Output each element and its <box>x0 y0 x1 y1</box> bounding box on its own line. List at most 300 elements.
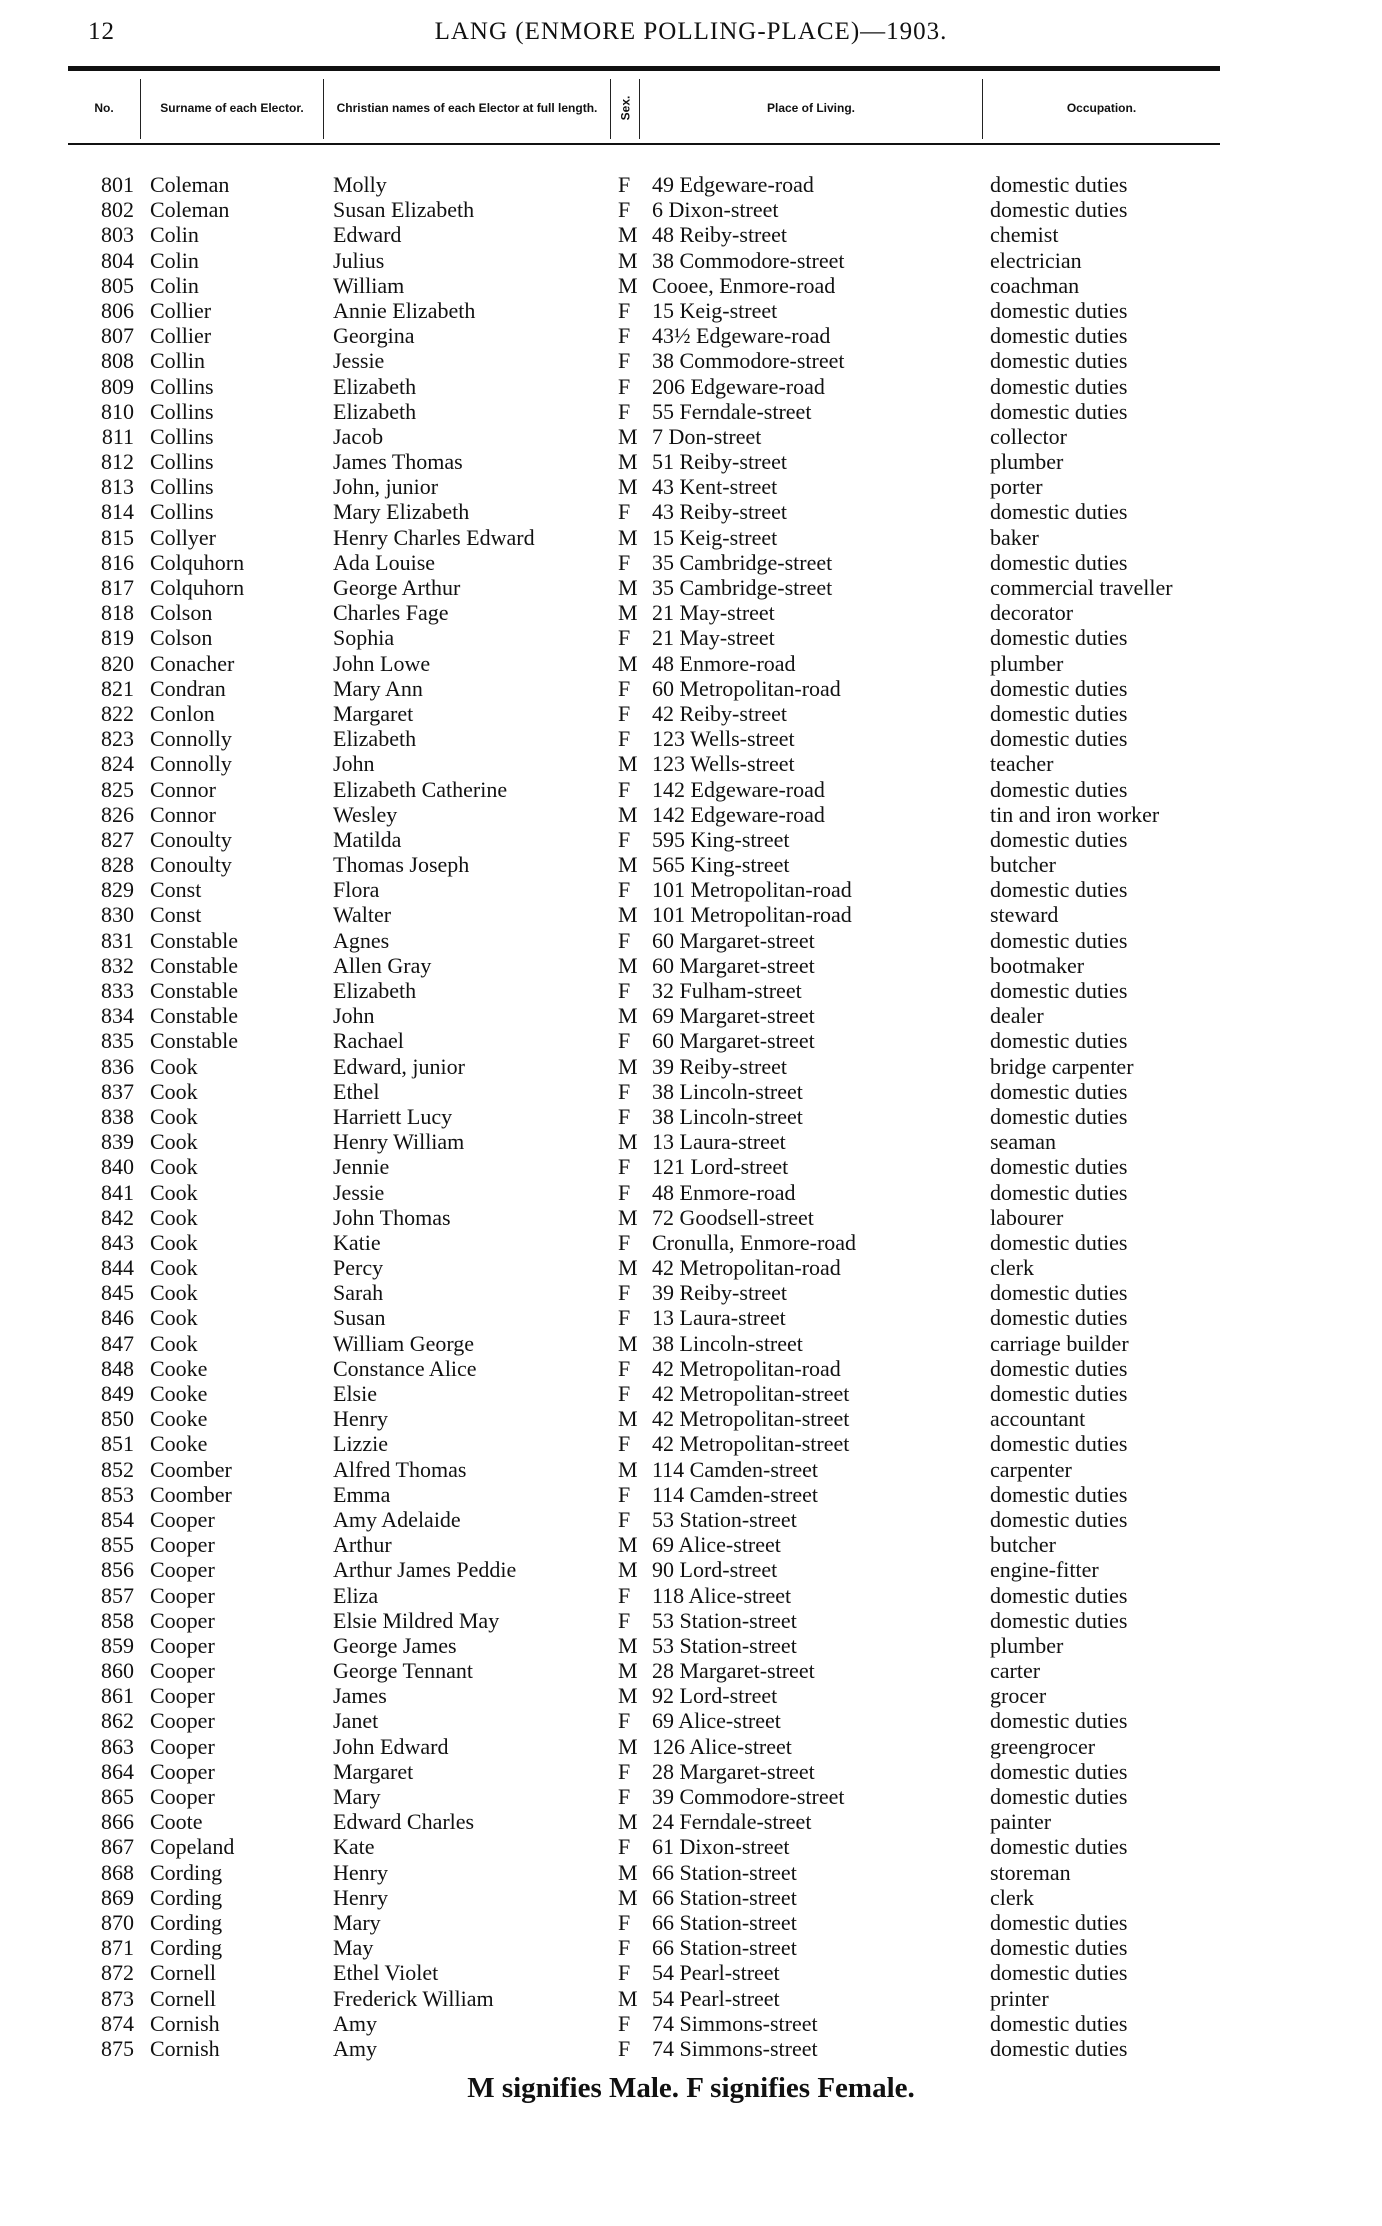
elector-sex: F <box>618 1381 631 1406</box>
elector-sex: F <box>618 1078 631 1104</box>
table-row <box>0 1482 1382 1507</box>
table-row <box>0 1809 1382 1834</box>
elector-sex: M <box>618 1632 638 1658</box>
elector-christian-names: Wesley <box>333 801 398 827</box>
elector-christian-names: Amy Adelaide <box>333 1506 461 1532</box>
elector-place-of-living: 72 Goodsell-street <box>652 1204 814 1230</box>
elector-place-of-living: 66 Station-street <box>652 1859 797 1885</box>
elector-occupation: seaman <box>990 1129 1056 1155</box>
elector-occupation: domestic duties <box>990 1834 1128 1860</box>
elector-sex: F <box>618 826 631 852</box>
elector-sex: F <box>618 700 631 726</box>
elector-place-of-living: 595 King-street <box>652 826 790 852</box>
elector-surname: Cook <box>150 1305 198 1331</box>
elector-number: 840 <box>101 1154 134 1180</box>
table-row <box>0 499 1382 524</box>
elector-surname: Collins <box>150 499 214 525</box>
elector-number: 839 <box>101 1129 134 1155</box>
table-row <box>0 928 1382 953</box>
header-rule-top <box>68 66 1220 71</box>
elector-occupation: accountant <box>990 1406 1086 1432</box>
table-row <box>0 1507 1382 1532</box>
elector-number: 872 <box>101 1960 134 1986</box>
elector-christian-names: Elizabeth <box>333 398 417 424</box>
elector-surname: Constable <box>150 1003 238 1029</box>
elector-occupation: labourer <box>990 1204 1064 1230</box>
elector-number: 867 <box>101 1834 134 1860</box>
elector-surname: Cooper <box>150 1758 215 1784</box>
table-row <box>0 1331 1382 1356</box>
elector-christian-names: Emma <box>333 1481 391 1507</box>
table-row <box>0 1910 1382 1935</box>
elector-surname: Cooke <box>150 1381 208 1406</box>
elector-occupation: porter <box>990 474 1043 500</box>
elector-place-of-living: 74 Simmons-street <box>652 2010 818 2036</box>
elector-sex: F <box>618 1607 631 1633</box>
elector-christian-names: William <box>333 272 405 298</box>
elector-place-of-living: 42 Metropolitan-street <box>652 1381 850 1406</box>
elector-occupation: domestic duties <box>990 625 1128 651</box>
elector-place-of-living: 123 Wells-street <box>652 751 795 777</box>
elector-christian-names: Jacob <box>333 423 384 449</box>
table-row <box>0 1154 1382 1179</box>
elector-surname: Cooper <box>150 1532 215 1558</box>
elector-number: 811 <box>101 423 134 449</box>
table-row <box>0 172 1382 197</box>
elector-occupation: printer <box>990 1985 1049 2011</box>
elector-occupation: domestic duties <box>990 1103 1128 1129</box>
elector-number: 863 <box>101 1733 134 1759</box>
elector-christian-names: Ada Louise <box>333 549 436 575</box>
elector-place-of-living: Cronulla, Enmore-road <box>652 1229 857 1255</box>
elector-christian-names: Henry William <box>333 1129 465 1155</box>
elector-number: 864 <box>101 1758 134 1784</box>
elector-christian-names: Lizzie <box>333 1431 388 1457</box>
elector-number: 836 <box>101 1053 134 1079</box>
elector-surname: Colquhorn <box>150 575 245 600</box>
elector-place-of-living: 42 Metropolitan-street <box>652 1431 850 1457</box>
elector-surname: Coleman <box>150 172 230 197</box>
elector-number: 851 <box>101 1431 134 1457</box>
column-header-sex: Sex. <box>618 95 632 121</box>
elector-sex: F <box>618 323 631 349</box>
elector-occupation: butcher <box>990 1532 1056 1558</box>
elector-number: 865 <box>101 1784 134 1809</box>
elector-surname: Constable <box>150 952 238 978</box>
elector-sex: M <box>618 524 638 550</box>
elector-place-of-living: 6 Dixon-street <box>652 197 779 223</box>
elector-occupation: domestic duties <box>990 1280 1128 1306</box>
elector-surname: Coote <box>150 1809 203 1835</box>
elector-christian-names: Constance Alice <box>333 1355 477 1381</box>
elector-sex: M <box>618 1658 638 1684</box>
elector-surname: Cook <box>150 1078 198 1104</box>
elector-sex: M <box>618 423 638 449</box>
elector-occupation: coachman <box>990 272 1080 298</box>
elector-occupation: domestic duties <box>990 1506 1128 1532</box>
elector-christian-names: George James <box>333 1632 457 1658</box>
column-header-sex-cell <box>611 73 639 143</box>
elector-occupation: baker <box>990 524 1039 550</box>
table-row <box>0 1532 1382 1557</box>
elector-place-of-living: 66 Station-street <box>652 1909 797 1935</box>
elector-occupation: domestic duties <box>990 197 1128 223</box>
elector-number: 832 <box>101 952 134 978</box>
table-row <box>0 1205 1382 1230</box>
table-row <box>0 1708 1382 1733</box>
table-row <box>0 1608 1382 1633</box>
elector-place-of-living: 15 Keig-street <box>652 524 778 550</box>
elector-sex: M <box>618 1003 638 1029</box>
elector-christian-names: Molly <box>333 172 387 197</box>
elector-christian-names: Edward, junior <box>333 1053 465 1079</box>
elector-place-of-living: 39 Commodore-street <box>652 1784 845 1809</box>
table-row <box>0 1003 1382 1028</box>
elector-sex: M <box>618 1733 638 1759</box>
elector-surname: Condran <box>150 675 226 701</box>
table-row <box>0 399 1382 424</box>
elector-surname: Constable <box>150 978 238 1003</box>
elector-christian-names: Elsie <box>333 1381 377 1406</box>
elector-sex: F <box>618 1758 631 1784</box>
elector-occupation: tin and iron worker <box>990 801 1160 827</box>
elector-sex: F <box>618 927 631 953</box>
table-row <box>0 273 1382 298</box>
elector-number: 845 <box>101 1280 134 1306</box>
elector-sex: F <box>618 1708 631 1734</box>
elector-christian-names: Eliza <box>333 1582 379 1608</box>
table-row <box>0 1834 1382 1859</box>
elector-number: 833 <box>101 978 134 1003</box>
elector-occupation: domestic duties <box>990 1078 1128 1104</box>
elector-surname: Conlon <box>150 700 215 726</box>
elector-place-of-living: 21 May-street <box>652 625 775 651</box>
elector-sex: F <box>618 877 631 903</box>
elector-surname: Const <box>150 902 202 928</box>
elector-occupation: domestic duties <box>990 726 1128 752</box>
elector-number: 815 <box>101 524 134 550</box>
elector-number: 812 <box>101 449 134 475</box>
elector-place-of-living: 53 Station-street <box>652 1607 797 1633</box>
elector-sex: F <box>618 776 631 802</box>
elector-place-of-living: 38 Lincoln-street <box>652 1078 803 1104</box>
elector-number: 809 <box>101 373 134 399</box>
elector-sex: M <box>618 1053 638 1079</box>
elector-place-of-living: 49 Edgeware-road <box>652 172 814 197</box>
elector-christian-names: Agnes <box>333 927 390 953</box>
elector-sex: M <box>618 1683 638 1709</box>
elector-sex: F <box>618 625 631 651</box>
elector-surname: Colin <box>150 272 199 298</box>
elector-occupation: carriage builder <box>990 1330 1129 1356</box>
table-row <box>0 827 1382 852</box>
elector-surname: Cooper <box>150 1607 215 1633</box>
elector-number: 862 <box>101 1708 134 1734</box>
elector-surname: Cook <box>150 1129 198 1155</box>
elector-number: 875 <box>101 2035 134 2061</box>
table-row <box>0 1986 1382 2011</box>
elector-place-of-living: 123 Wells-street <box>652 726 795 752</box>
elector-christian-names: Susan <box>333 1305 386 1331</box>
elector-place-of-living: 42 Metropolitan-road <box>652 1355 841 1381</box>
elector-surname: Cording <box>150 1935 223 1961</box>
sex-legend-footer: M signifies Male. F signifies Female. <box>467 2072 915 2104</box>
elector-occupation: domestic duties <box>990 877 1128 903</box>
elector-occupation: domestic duties <box>990 978 1128 1003</box>
elector-surname: Cornell <box>150 1960 216 1986</box>
elector-number: 804 <box>101 247 134 273</box>
table-row <box>0 1759 1382 1784</box>
elector-occupation: domestic duties <box>990 776 1128 802</box>
table-row <box>0 1457 1382 1482</box>
elector-place-of-living: 42 Metropolitan-road <box>652 1255 841 1281</box>
elector-sex: F <box>618 197 631 223</box>
elector-number: 848 <box>101 1355 134 1381</box>
elector-christian-names: Georgina <box>333 323 415 349</box>
elector-christian-names: Henry Charles Edward <box>333 524 535 550</box>
elector-occupation: bridge carpenter <box>990 1053 1134 1079</box>
elector-christian-names: Mary Elizabeth <box>333 499 470 525</box>
table-row <box>0 298 1382 323</box>
elector-place-of-living: 60 Margaret-street <box>652 927 815 953</box>
elector-number: 850 <box>101 1406 134 1432</box>
table-row <box>0 1935 1382 1960</box>
elector-christian-names: John, junior <box>333 474 439 500</box>
elector-christian-names: Walter <box>333 902 392 928</box>
elector-sex: M <box>618 952 638 978</box>
table-row <box>0 777 1382 802</box>
table-row <box>0 1054 1382 1079</box>
elector-surname: Cornish <box>150 2010 220 2036</box>
elector-number: 866 <box>101 1809 134 1835</box>
table-row <box>0 1406 1382 1431</box>
elector-number: 869 <box>101 1884 134 1910</box>
elector-occupation: domestic duties <box>990 1935 1128 1961</box>
elector-number: 806 <box>101 297 134 323</box>
elector-christian-names: Henry <box>333 1406 388 1432</box>
table-row <box>0 1381 1382 1406</box>
elector-place-of-living: 126 Alice-street <box>652 1733 792 1759</box>
elector-christian-names: Ethel <box>333 1078 380 1104</box>
elector-occupation: domestic duties <box>990 2010 1128 2036</box>
elector-number: 843 <box>101 1229 134 1255</box>
elector-surname: Cook <box>150 1280 198 1306</box>
elector-place-of-living: 48 Enmore-road <box>652 1179 796 1205</box>
elector-christian-names: Rachael <box>333 1028 404 1054</box>
elector-surname: Cook <box>150 1053 198 1079</box>
elector-surname: Cooper <box>150 1582 215 1608</box>
elector-sex: M <box>618 1859 638 1885</box>
elector-occupation: domestic duties <box>990 1355 1128 1381</box>
elector-sex: F <box>618 348 631 374</box>
elector-place-of-living: 39 Reiby-street <box>652 1280 788 1306</box>
elector-surname: Cooper <box>150 1708 215 1734</box>
elector-number: 831 <box>101 927 134 953</box>
elector-number: 855 <box>101 1532 134 1558</box>
elector-surname: Colson <box>150 600 213 626</box>
elector-number: 810 <box>101 398 134 424</box>
table-row <box>0 1028 1382 1053</box>
elector-christian-names: Arthur <box>333 1532 392 1558</box>
elector-surname: Copeland <box>150 1834 235 1860</box>
elector-christian-names: Elizabeth Catherine <box>333 776 508 802</box>
elector-christian-names: May <box>333 1935 374 1961</box>
elector-christian-names: Elizabeth <box>333 726 417 752</box>
elector-surname: Cook <box>150 1103 198 1129</box>
elector-place-of-living: 13 Laura-street <box>652 1129 786 1155</box>
elector-occupation: plumber <box>990 449 1064 475</box>
table-row <box>0 1255 1382 1280</box>
elector-surname: Cook <box>150 1204 198 1230</box>
elector-occupation: bootmaker <box>990 952 1085 978</box>
table-row <box>0 575 1382 600</box>
elector-surname: Colson <box>150 625 213 651</box>
elector-sex: M <box>618 1557 638 1583</box>
elector-number: 860 <box>101 1658 134 1684</box>
elector-surname: Coomber <box>150 1481 232 1507</box>
elector-sex: M <box>618 222 638 248</box>
table-row <box>0 852 1382 877</box>
elector-surname: Constable <box>150 1028 238 1054</box>
elector-christian-names: Percy <box>333 1255 384 1281</box>
elector-sex: F <box>618 373 631 399</box>
elector-sex: F <box>618 2010 631 2036</box>
table-row <box>0 1280 1382 1305</box>
elector-occupation: storeman <box>990 1859 1071 1885</box>
elector-number: 847 <box>101 1330 134 1356</box>
elector-sex: F <box>618 1506 631 1532</box>
table-row <box>0 751 1382 776</box>
elector-christian-names: George Tennant <box>333 1658 473 1684</box>
elector-place-of-living: 38 Commodore-street <box>652 247 845 273</box>
elector-occupation: engine-fitter <box>990 1557 1099 1583</box>
elector-occupation: domestic duties <box>990 826 1128 852</box>
elector-number: 829 <box>101 877 134 903</box>
elector-place-of-living: 60 Margaret-street <box>652 1028 815 1054</box>
elector-sex: F <box>618 499 631 525</box>
table-row <box>0 877 1382 902</box>
elector-place-of-living: 42 Metropolitan-street <box>652 1406 850 1432</box>
table-row <box>0 1583 1382 1608</box>
elector-surname: Cooke <box>150 1406 208 1432</box>
table-row <box>0 902 1382 927</box>
elector-number: 828 <box>101 852 134 878</box>
elector-place-of-living: 51 Reiby-street <box>652 449 788 475</box>
elector-christian-names: Susan Elizabeth <box>333 197 475 223</box>
elector-number: 825 <box>101 776 134 802</box>
elector-occupation: clerk <box>990 1255 1034 1281</box>
elector-christian-names: George Arthur <box>333 575 461 600</box>
elector-christian-names: Edward Charles <box>333 1809 475 1835</box>
elector-place-of-living: 121 Lord-street <box>652 1154 789 1180</box>
elector-christian-names: Jessie <box>333 348 385 374</box>
elector-place-of-living: 32 Fulham-street <box>652 978 802 1003</box>
elector-sex: F <box>618 1935 631 1961</box>
elector-surname: Constable <box>150 927 238 953</box>
elector-occupation: domestic duties <box>990 1607 1128 1633</box>
elector-sex: F <box>618 297 631 323</box>
table-row <box>0 1658 1382 1683</box>
elector-place-of-living: 35 Cambridge-street <box>652 575 833 600</box>
elector-occupation: domestic duties <box>990 1305 1128 1331</box>
column-header-christian-names: Christian names of each Elector at full length. <box>336 101 598 115</box>
elector-sex: F <box>618 1280 631 1306</box>
elector-occupation: teacher <box>990 751 1054 777</box>
elector-occupation: domestic duties <box>990 927 1128 953</box>
elector-christian-names: Matilda <box>333 826 402 852</box>
elector-number: 834 <box>101 1003 134 1029</box>
table-row <box>0 1356 1382 1381</box>
table-row <box>0 1305 1382 1330</box>
elector-christian-names: William George <box>333 1330 475 1356</box>
elector-number: 846 <box>101 1305 134 1331</box>
elector-surname: Cording <box>150 1909 223 1935</box>
elector-place-of-living: 21 May-street <box>652 600 775 626</box>
elector-number: 823 <box>101 726 134 752</box>
elector-surname: Conoulty <box>150 852 232 878</box>
elector-sex: F <box>618 1784 631 1809</box>
elector-place-of-living: 66 Station-street <box>652 1935 797 1961</box>
table-row <box>0 1180 1382 1205</box>
elector-number: 870 <box>101 1909 134 1935</box>
elector-number: 827 <box>101 826 134 852</box>
elector-surname: Coleman <box>150 197 230 223</box>
elector-number: 868 <box>101 1859 134 1885</box>
elector-number: 813 <box>101 474 134 500</box>
elector-place-of-living: 118 Alice-street <box>652 1582 792 1608</box>
elector-sex: M <box>618 902 638 928</box>
elector-occupation: domestic duties <box>990 398 1128 424</box>
table-row <box>0 1633 1382 1658</box>
column-header-row <box>68 73 1220 143</box>
table-row <box>0 1683 1382 1708</box>
elector-place-of-living: 28 Margaret-street <box>652 1658 815 1684</box>
elector-place-of-living: 101 Metropolitan-road <box>652 902 852 928</box>
elector-surname: Conacher <box>150 650 235 676</box>
elector-number: 802 <box>101 197 134 223</box>
elector-christian-names: Amy <box>333 2035 377 2061</box>
elector-sex: F <box>618 1154 631 1180</box>
elector-christian-names: Jessie <box>333 1179 385 1205</box>
table-row <box>0 323 1382 348</box>
elector-place-of-living: 38 Lincoln-street <box>652 1330 803 1356</box>
page-title: LANG (ENMORE POLLING-PLACE)—1903. <box>434 18 948 45</box>
table-row <box>0 1230 1382 1255</box>
elector-christian-names: Henry <box>333 1859 388 1885</box>
elector-number: 837 <box>101 1078 134 1104</box>
table-row <box>0 474 1382 499</box>
elector-occupation: domestic duties <box>990 1154 1128 1180</box>
elector-surname: Connor <box>150 801 216 827</box>
table-row <box>0 449 1382 474</box>
table-row <box>0 1860 1382 1885</box>
elector-sex: M <box>618 474 638 500</box>
table-row <box>0 625 1382 650</box>
elector-sex: F <box>618 1431 631 1457</box>
elector-number: 857 <box>101 1582 134 1608</box>
elector-place-of-living: 39 Reiby-street <box>652 1053 788 1079</box>
elector-surname: Cooper <box>150 1733 215 1759</box>
elector-occupation: domestic duties <box>990 323 1128 349</box>
elector-surname: Cooke <box>150 1355 208 1381</box>
elector-christian-names: Jennie <box>333 1154 390 1180</box>
elector-surname: Colquhorn <box>150 549 245 575</box>
elector-number: 861 <box>101 1683 134 1709</box>
elector-occupation: domestic duties <box>990 1179 1128 1205</box>
elector-christian-names: John Edward <box>333 1733 449 1759</box>
elector-occupation: domestic duties <box>990 297 1128 323</box>
elector-sex: F <box>618 1909 631 1935</box>
